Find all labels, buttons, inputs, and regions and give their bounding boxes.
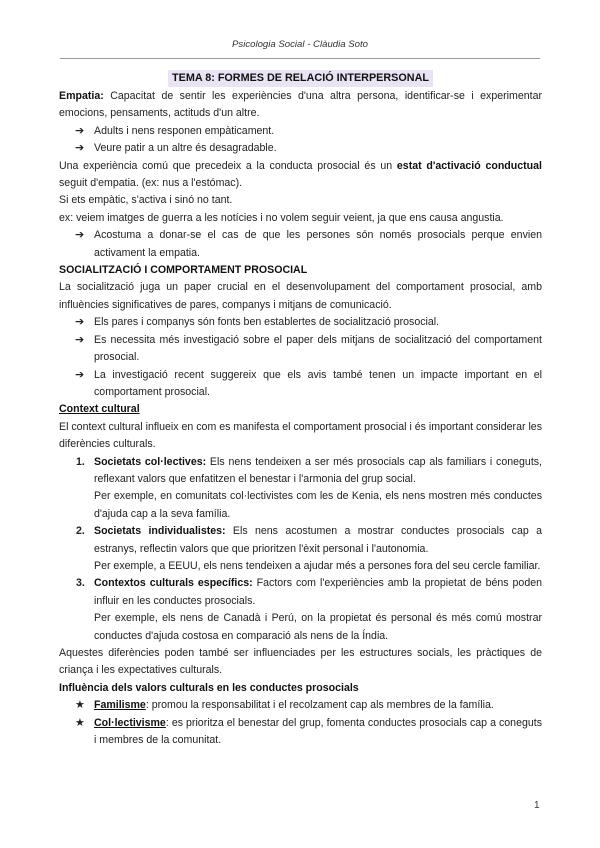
arrow-icon: ➔	[75, 333, 85, 346]
list-item-text: La investigació recent suggereix que els avis també tenen un impacte important en el comportament prosocial.	[94, 368, 542, 398]
list-item-text: Adults i nens responen empàticament.	[94, 124, 275, 137]
star-icon: ★	[75, 716, 85, 729]
arrow-icon: ➔	[75, 124, 85, 137]
arrow-icon: ➔	[75, 142, 85, 155]
list-item	[59, 140, 542, 157]
empatia-term: Empatia:	[59, 90, 104, 102]
star-icon: ★	[75, 699, 85, 712]
item-term: Societats individualistes:	[94, 525, 226, 538]
list-item	[59, 227, 542, 262]
activacio-bold: estat d'activació conductual	[396, 159, 542, 172]
list-item	[59, 314, 542, 331]
arrow-icon: ➔	[75, 316, 85, 329]
title-block	[59, 70, 542, 88]
list-item: ★ Col·lectivisme: es prioritza el benestar del grup, fomenta conductes prosocials cap a coneguts i membres de la comunitat.	[75, 716, 542, 747]
item-term: Contextos culturals específics:	[94, 577, 253, 590]
header-divider	[60, 58, 540, 59]
empatic-line: Si ets empàtic, s'activa i sinó no tant.	[59, 194, 233, 207]
page-content	[59, 70, 542, 749]
list-item-text: Veure patir a un altre és desagradable.	[94, 142, 277, 155]
example-line: ex: veiem imatges de guerra a les notícies i no volem seguir veient, ja que ens causa angustia.	[59, 211, 504, 224]
empatia-definition	[59, 88, 542, 123]
section-heading: SOCIALITZACIÓ I COMPORTAMENT PROSOCIAL	[59, 264, 308, 277]
numbered-item: 1. Societats col·lectives: Els nens tendeixen a ser més prosocials cap als familiars i coneguts, reflexant valors que enfatitzen el benestar i l'armonia del grup social. Per exemple, en comunitats col·lectivistes com les de Kenia, els nens mostren més conductes d'ajuda cap a la seva família.	[59, 454, 542, 524]
item-example: Per exemple, els nens de Canadà i Perú, on la propietat és personal és més comú mostrar conductes d'ajuda costosa en comparació als nens de la Índia.	[94, 612, 542, 642]
item-example: Per exemple, a EEUU, els nens tendeixen a ajudar més a persones fora del seu cercle familiar.	[94, 559, 541, 572]
numbered-item: 2. Societats individualistes: Els nens acostumen a mostrar conductes prosocials cap a estranys, reflectin valors que que prioritzen l'èxit personal i l'autonomia. Per exemple, a EEUU, els nens tendeixen a ajudar més a persones fora del seu cercle familiar.	[59, 523, 542, 575]
item-number: 3.	[76, 577, 85, 590]
item-term: Col·lectivisme	[94, 716, 166, 729]
subsection-heading: Influència dels valors culturals en les conductes prosocials	[59, 681, 359, 694]
arrow-icon: ➔	[75, 368, 85, 381]
list-item: ★ Familisme: promou la responsabilitat i el recolzament cap als membres de la família.	[59, 697, 542, 714]
subsection-heading: Context cultural	[59, 403, 140, 416]
list-item-text: Es necessita més investigació sobre el paper dels mitjans de socialització del comportament prosocial.	[94, 333, 542, 364]
list-item	[59, 332, 542, 367]
list-item-text: Acostuma a donar-se el cas de que les persones són només prosocials perque envien activament la empatia.	[94, 229, 542, 259]
item-example: Per exemple, en comunitats col·lectivistes com les de Kenia, els nens mostren més conductes d'ajuda cap a la seva família.	[94, 490, 542, 520]
page-number: 1	[534, 800, 540, 811]
item-number: 1.	[76, 455, 85, 468]
numbered-item: 3. Contextos culturals específics: Factors com l'experiències amb la propietat de béns poden influir en les conductes prosocials. Per exemple, els nens de Canadà i Perú, on la propietat és personal és més comú mostrar conductes d'ajuda costosa en comparació als nens de la Índia.	[59, 575, 542, 645]
item-number: 2.	[76, 525, 85, 538]
empatia-text: Capacitat de sentir les experiències d'una altra persona, identificar-se i experimentar emocions, pensaments, actituds d'un altre.	[59, 90, 542, 120]
list-item	[59, 367, 542, 402]
list-item-text: Els pares i companys són fonts ben establertes de socialització prosocial.	[94, 316, 440, 329]
context-closing: Aquestes diferències poden també ser influenciades per les estructures socials, les pràctiques de criança i les expectatives culturals.	[59, 647, 542, 677]
item-term: Societats col·lectives:	[94, 455, 207, 468]
page-header: Psicologia Social - Clàudia Soto	[232, 39, 368, 50]
list-item	[59, 123, 542, 140]
socialitzacio-paragraph: La socialització juga un paper crucial en el desenvolupament del comportament prosocial, amb influències significatives de pares, companys i mitjans de comunicació.	[59, 281, 542, 311]
page-title: TEMA 8: FORMES DE RELACIÓ INTERPERSONAL	[168, 70, 433, 87]
context-paragraph: El context cultural influeix en com es manifesta el comportament prosocial i és important considerar les diferències culturals.	[59, 420, 542, 451]
activacio-paragraph: Una experiència comú que precedeix a la conducta prosocial és un estat d'activació conductual seguit d'empatia. (ex: nus a l'estómac).	[59, 159, 542, 190]
arrow-icon: ➔	[75, 229, 85, 242]
item-term: Familisme	[94, 699, 146, 712]
